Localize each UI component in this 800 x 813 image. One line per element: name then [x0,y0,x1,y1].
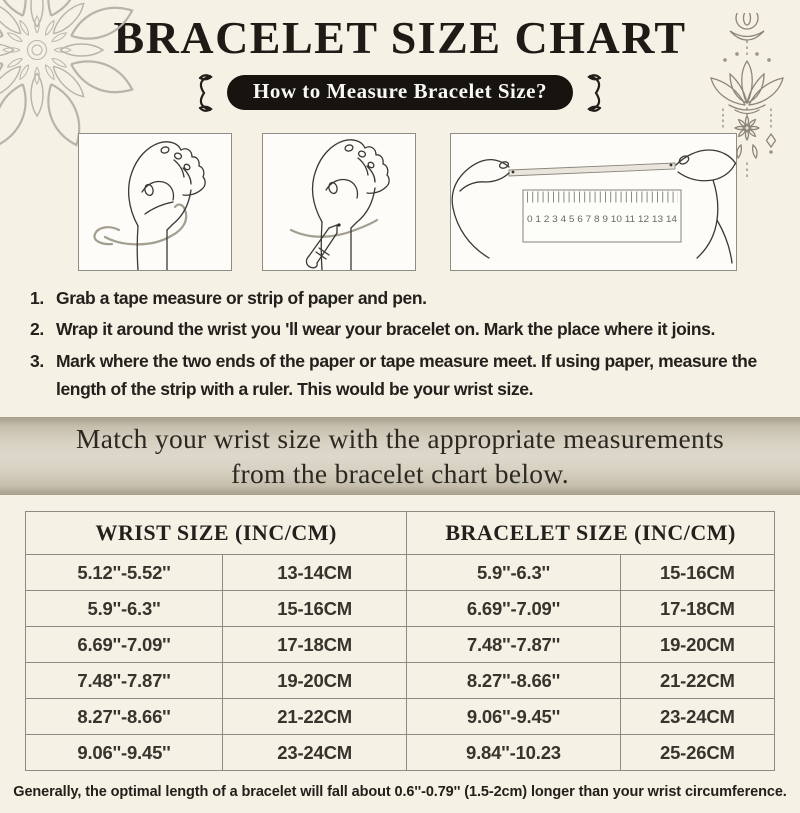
size-table-body [26,555,775,771]
table-row [26,663,775,699]
table-cell: 23-24CM [222,735,406,771]
table-row [26,699,775,735]
table-row [26,735,775,771]
table-cell: 21-22CM [222,699,406,735]
table-cell: 23-24CM [620,699,774,735]
mark-wrist-illustration [262,133,416,271]
instructions-list [30,285,786,404]
table-cell: 9.06''-9.45'' [407,699,620,735]
step-number: 1. [30,287,44,308]
hand-with-tape-icon [79,134,231,270]
table-row [26,555,775,591]
step-text: Mark where the two ends of the paper or tape measure meet. If using paper, measure the length of the strip with a ruler. This would be your wrist size. [56,350,757,399]
table-cell: 17-18CM [222,627,406,663]
table-cell: 15-16CM [222,591,406,627]
table-cell: 6.69''-7.09'' [407,591,620,627]
wrap-tape-illustration [78,133,232,271]
ruler-numbers: 0 1 2 3 4 5 6 7 8 9 10 11 12 13 14 [527,213,677,224]
step-text: Wrap it around the wrist you 'll wear your bracelet on. Mark the place where it joins. [56,319,715,340]
hand-with-pen-icon [263,134,415,270]
step-3 [30,348,786,403]
step-1 [30,285,786,313]
table-cell: 19-20CM [620,627,774,663]
step-number: 3. [30,350,44,371]
table-cell: 7.48''-7.87'' [26,663,223,699]
table-cell: 21-22CM [620,663,774,699]
table-cell: 17-18CM [620,591,774,627]
table-row [26,627,775,663]
table-cell: 5.12''-5.52'' [26,555,223,591]
bracelet-size-header: BRACELET SIZE (INC/CM) [407,512,775,555]
table-cell: 19-20CM [222,663,406,699]
table-cell: 7.48''-7.87'' [407,627,620,663]
banner-line-1: Match your wrist size with the appropriate measurements [75,422,725,454]
table-cell: 9.06''-9.45'' [26,735,223,771]
bracelet-size-chart-page [0,13,800,813]
table-row [26,591,775,627]
ruler-measure-illustration [450,133,737,271]
step-text: Grab a tape measure or strip of paper and pen. [56,287,427,308]
table-cell: 25-26CM [620,735,774,771]
squiggle-left-icon [188,72,214,114]
footer-note: Generally, the optimal length of a bracelet will fall about 0.6''-0.79'' (1.5-2cm) longer than your wrist circumference. [13,784,787,801]
table-cell: 15-16CM [620,555,774,591]
table-cell: 8.27''-8.66'' [407,663,620,699]
table-cell: 6.69''-7.09'' [26,627,223,663]
table-cell: 13-14CM [222,555,406,591]
wrist-size-header: WRIST SIZE (INC/CM) [26,512,407,555]
squiggle-right-icon [586,72,612,114]
size-table-header-row [26,512,775,555]
how-to-measure-badge: How to Measure Bracelet Size? [227,75,573,110]
badge-row [0,72,800,114]
table-cell: 5.9''-6.3'' [407,555,620,591]
table-cell: 8.27''-8.66'' [26,699,223,735]
step-number: 2. [30,319,44,340]
size-table [25,511,775,771]
hands-with-ruler-icon [451,134,736,270]
match-size-banner [0,417,800,495]
table-cell: 5.9''-6.3'' [26,591,223,627]
banner-line-2: from the bracelet chart below. [231,458,569,490]
table-cell: 9.84''-10.23 [407,735,620,771]
page-title: BRACELET SIZE CHART [113,12,687,63]
step-2 [30,316,786,344]
illustration-row [0,133,800,271]
